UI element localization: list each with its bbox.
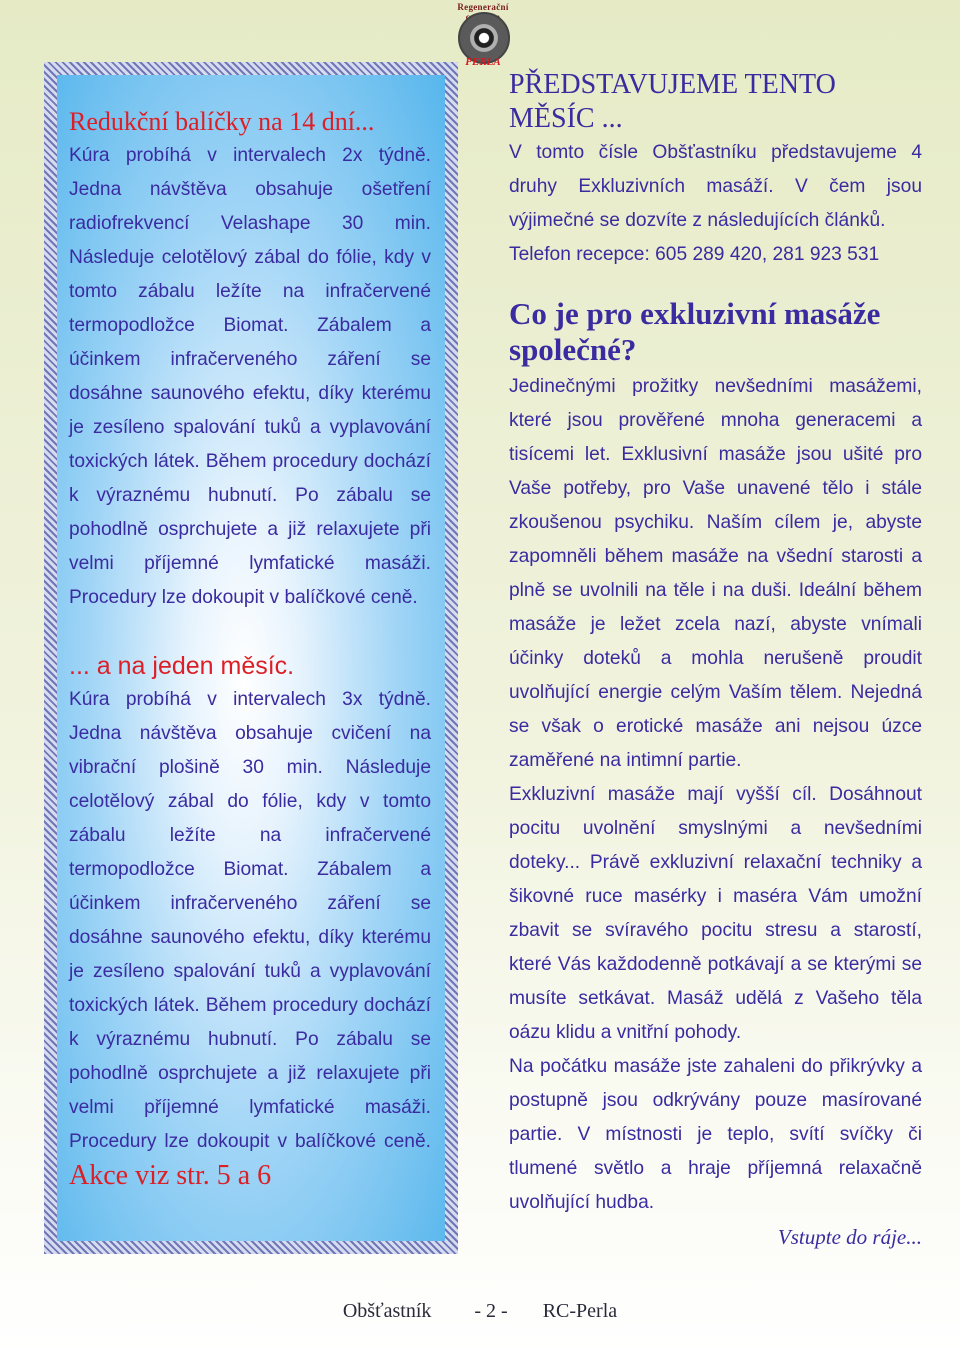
footer-brand: RC-Perla (542, 1300, 618, 1322)
right-intro: V tomto čísle Obšťastníku představujeme 4 druhy Exkluzivních masáží. V čem jsou výjimečné se dozvíte z následujících článků. (509, 142, 922, 231)
page-footer (0, 1300, 960, 1323)
left-column (69, 105, 431, 1196)
footer-publication: Obšťastník (342, 1300, 432, 1322)
right-heading: PŘEDSTAVUJEME TENTO MĚSÍC ... (509, 69, 836, 134)
left-heading-14-days: Redukční balíčky na 14 dní... (69, 107, 375, 136)
right-body-2: Exkluzivní masáže mají vyšší cíl. Dosáhnout pocitu uvolnění smyslnými a nevšedními doteky... Právě exkluzivní relaxační techniky a šikovné ruce masérky i maséra Vám umožní zbavit se svíravého pocitu stresu a starostí, které Vás každodenně potkávají a se kterými se musíte setkávat. Masáž udělá z Vašeho těla oázu klidu a vnitřní pohody. (509, 784, 922, 1043)
footer-page-number: - 2 - (474, 1300, 508, 1322)
logo-top-text: Regenerační (457, 2, 509, 12)
akce-link-text: Akce viz str. 5 a 6 (69, 1160, 272, 1191)
left-paragraph-month (69, 683, 431, 1196)
left-heading-month: ... a na jeden měsíc. (69, 652, 295, 680)
right-body-1: Jedinečnými prožitky nevšedními masážemi, které jsou prověřené mnoha generacemi a tisícemi let. Exklusivní masáže jsou ušité pro Vaše potřeby, pro Vaše unavené tělo i stále zkoušenou psychiku. Naším cílem je, abyste zapomněli během masáže na všední starosti a plně se uvolnili na těle i na duši. Ideální během masáže je ležet zcela nazí, abyste vnímali účinky doteků a mohla nerušeně proudit uvolňující energie celým Vaším tělem. Nejedná se však o erotické masáže ani nejsou úzce zaměřené na intimní partie. (509, 376, 922, 771)
left-paragraph-month-text: Kúra probíhá v intervalech 3x týdně. Jedna návštěva obsahuje cvičení na vibrační plošině 30 min. Následuje celotělový zábal do fólie, kdy v tomto zábalu ležíte na infračervené termopodložce Biomat. Zábalem a účinkem infračerveného záření se dosáhne saunového efektu, díky kterému je zesíleno spalování tuků a vyplavování toxických látek. Během procedury dochází k výraznému hubnutí. Po zábalu se pohodlně osprchujete a již relaxujete při velmi příjemné lymfatické masáži. Procedury lze dokoupit v balíčkové ceně. (69, 689, 431, 1152)
logo-bottom-text: PERLA (465, 56, 501, 68)
right-body-3: Na počátku masáže jste zahaleni do přikrývky a postupně jsou odkrývány pouze masírované partie. V místnosti je teplo, svítí svíčky či tlumené světlo a hraje příjemná relaxačně uvolňující hudba. (509, 1056, 922, 1213)
perla-logo (448, 2, 518, 72)
right-column (509, 68, 922, 1254)
right-subheading: Co je pro exkluzivní masáže společné? (509, 296, 881, 367)
reception-phone: Telefon recepce: 605 289 420, 281 923 531 (509, 244, 880, 265)
left-paragraph-14-days: Kúra probíhá v intervalech 2x týdně. Jedna návštěva obsahuje ošetření radiofrekvencí Velashape 30 min. Následuje celotělový zábal do fólie, kdy v tomto zábalu ležíte na infračervené termopodložce Biomat. Zábalem a účinkem infračerveného záření se dosáhne saunového efektu, díky kterému je zesíleno spalování tuků a vyplavování toxických látek. Během procedury dochází k výraznému hubnutí. Po zábalu se pohodlně osprchujete a již relaxujete při velmi příjemné lymfatické masáži. Procedury lze dokoupit v balíčkové ceně. (69, 145, 431, 608)
signoff: Vstupte do ráje... (777, 1225, 922, 1249)
